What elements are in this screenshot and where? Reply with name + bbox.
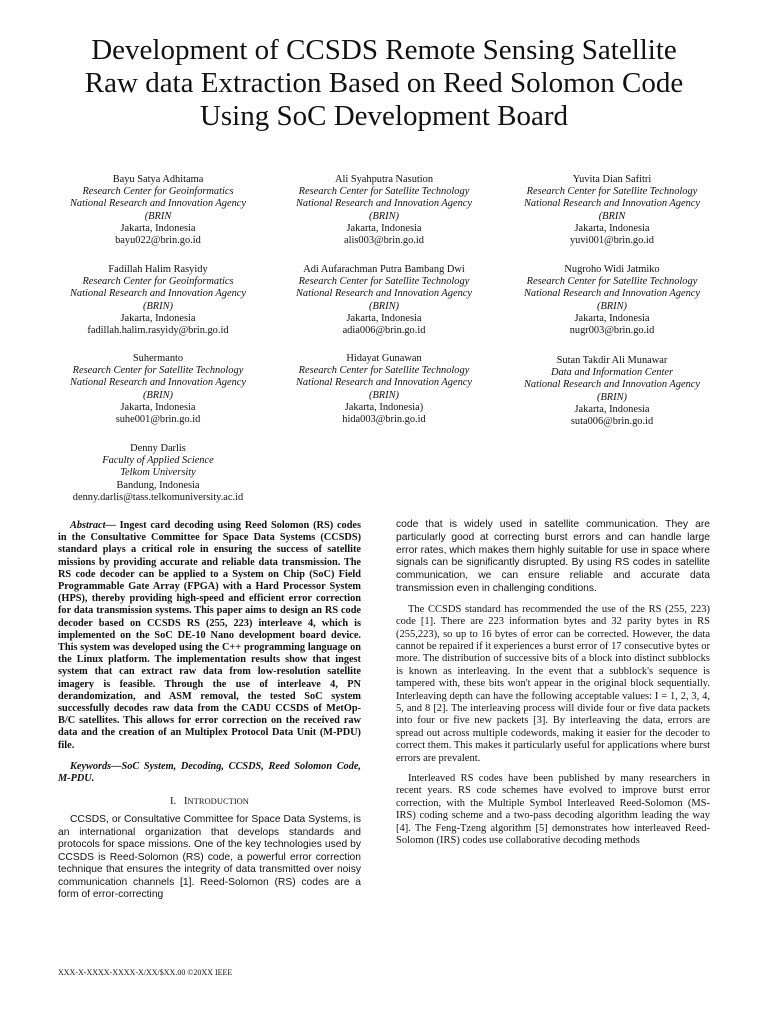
author-block — [492, 355, 732, 428]
author-name: Sutan Takdir Ali Munawar — [556, 355, 668, 366]
author-block — [38, 353, 278, 426]
abstract — [58, 520, 361, 752]
author-organization: National Research and Innovation Agency — [523, 288, 701, 300]
author-name: Adi Aufarachman Putra Bambang Dwi — [303, 264, 465, 275]
author-affiliation: Research Center for Satellite Technology — [298, 365, 470, 377]
author-block — [264, 353, 504, 426]
ccsds-standard-paragraph: The CCSDS standard has recommended the use of the RS (255, 223) code [1]. There are 223 information bytes and 32 parity bytes in RS (255,223), so up to 16 bytes of error can be corrected. However, the data cannot be repaired if it experiences a burst error of 17 consecutive bytes or more. The distribution of successive bits of a block into distinct subblocks is known as interleaving. In the event that a subblock's sequence is tampered with, these bits won't appear in the original block sequentially. Interleaving depth can have the following acceptable values: I = 1, 2, 3, 4, 5, and 8 [2]. The interleaving process will divide four or five data packets into four or five new packets [3]. By interleaving the data, errors are spread out across multiple codewords, making it easier for the decoder to correct them. This makes it particularly useful for applications where burst errors are prevalent. — [396, 603, 710, 764]
author-affiliation: Faculty of Applied Science — [102, 455, 214, 467]
intro-paragraph: CCSDS, or Consultative Committee for Space Data Systems, is an international organization that develops standards and protocols for space missions. One of the key technologies used by CCSDS is Reed-Solomon (RS) code, a powerful error correction technique that ensures the integrity of data transmitted over noisy communication channels [1]. Reed-Solomon (RS) codes are a form of error-correcting — [58, 814, 361, 900]
author-organization: National Research and Innovation Agency — [69, 198, 247, 210]
section-number: I. — [170, 796, 177, 808]
author-organization-abbrev: (BRIN) — [368, 300, 399, 312]
paper-title — [40, 34, 728, 133]
author-location: Jakarta, Indonesia — [120, 312, 196, 324]
author-email: bayu022@brin.go.id — [115, 235, 201, 247]
author-name: Hidayat Gunawan — [346, 353, 422, 364]
author-location: Jakarta, Indonesia — [574, 312, 650, 324]
author-location: Jakarta, Indonesia) — [344, 401, 424, 413]
author-location: Jakarta, Indonesia — [120, 222, 196, 234]
interleaved-rs-paragraph: Interleaved RS codes have been published by many researchers in recent years. RS code schemes have evolved to improve burst error correction, with the Multiple Symbol Interleaved Reed-Solomon (MS-IRS) coding scheme and a two-pass decoding algorithm leading the way [4]. The Feng-Tzeng algorithm [5] demonstrates how interleaved Reed-Solomon (IRS) codes use collaborative decoding methods — [396, 773, 710, 847]
author-block — [492, 264, 732, 337]
author-affiliation: Research Center for Satellite Technology — [526, 186, 698, 198]
author-organization-abbrev: (BRIN) — [142, 389, 173, 401]
author-block — [38, 174, 278, 247]
author-name: Bayu Satya Adhitama — [112, 174, 204, 185]
copyright-footer: XXX-X-XXXX-XXXX-X/XX/$XX.00 ©20XX IEEE — [58, 968, 233, 977]
author-organization: National Research and Innovation Agency — [69, 288, 247, 300]
author-block — [38, 264, 278, 337]
abstract-label: Abstract — [70, 520, 106, 531]
author-name: Nugroho Widi Jatmiko — [564, 264, 660, 275]
section-title-initial: I — [184, 796, 188, 808]
keywords: Keywords—SoC System, Decoding, CCSDS, Reed Solomon Code, M-PDU. — [58, 760, 361, 785]
author-organization: National Research and Innovation Agency — [295, 377, 473, 389]
author-organization-abbrev: (BRIN) — [368, 210, 399, 222]
abstract-text: Ingest card decoding using Reed Solomon (RS) codes in the Consultative Committee for Space Data Systems (CCSDS) standard plays a critical role in ensuring the success of satellite missions by providing accurate and reliable data transmission. The RS code decoder can be applied to a System on Chip (SoC) Field Programmable Gate Array (FPGA) with a Hard Processor System (HPS), thereby providing high-speed and efficient error correction for data transmission systems. This paper aims to design an RS code decoder based on CCSDS RS (255, 223) interleave 4, which is implemented on the SoC DE-10 Nano development board device. This system was developed using the C++ programming language on the Linux platform. The implementation results show that ingest system that can extract raw data from low-resolution satellite imagery is feasible. Through the use of interleave 4, PN derandomization, and ASM removal, the tested SoC system successfully decodes raw data from the CADU CCSDS of MetOp-B/C satellites. This allows for error correction on the received raw data and the creation of an Multiplex Protocol Data Unit (M-PDU) file. — [58, 520, 361, 751]
author-block — [492, 174, 732, 247]
author-location: Jakarta, Indonesia — [346, 222, 422, 234]
title-line-3: Using SoC Development Board — [199, 100, 569, 132]
author-organization: National Research and Innovation Agency — [523, 379, 701, 391]
author-affiliation: Research Center for Satellite Technology — [298, 186, 470, 198]
right-column — [396, 519, 710, 848]
author-organization: National Research and Innovation Agency — [295, 288, 473, 300]
section-heading — [58, 795, 361, 808]
author-affiliation: Research Center for Satellite Technology — [526, 276, 698, 288]
author-organization-abbrev: (BRIN — [598, 210, 626, 222]
author-name: Suhermanto — [132, 353, 184, 364]
author-email: yuvi001@brin.go.id — [569, 235, 655, 247]
author-name: Ali Syahputra Nasution — [334, 174, 434, 185]
author-location: Jakarta, Indonesia — [574, 222, 650, 234]
author-affiliation: Research Center for Satellite Technology — [72, 365, 244, 377]
author-block — [38, 443, 278, 504]
author-location: Jakarta, Indonesia — [346, 312, 422, 324]
author-affiliation: Research Center for Satellite Technology — [298, 276, 470, 288]
author-location: Jakarta, Indonesia — [120, 401, 196, 413]
author-email: alis003@brin.go.id — [344, 235, 424, 247]
left-column — [58, 520, 361, 901]
author-organization-abbrev: (BRIN) — [368, 389, 399, 401]
intro-paragraph-continued: code that is widely used in satellite communication. They are particularly good at correcting burst errors and can handle large error rates, which makes them highly suitable for use in space where signals can be significantly disrupted. By using RS codes in satellite communication, we can ensure reliable and accurate data transmission even in challenging conditions. — [396, 519, 710, 594]
author-name: Denny Darlis — [130, 443, 186, 454]
author-email: suhe001@brin.go.id — [115, 414, 201, 426]
author-block — [264, 264, 504, 337]
author-organization-abbrev: (BRIN) — [596, 391, 627, 403]
author-email: fadillah.halim.rasyidy@brin.go.id — [87, 325, 229, 337]
author-email: adia006@brin.go.id — [342, 325, 426, 337]
title-line-2: Raw data Extraction Based on Reed Solomon Code — [84, 67, 684, 99]
author-location: Bandung, Indonesia — [116, 479, 200, 491]
author-email: nugr003@brin.go.id — [569, 325, 655, 337]
author-affiliation: Data and Information Center — [550, 367, 674, 379]
author-block — [264, 174, 504, 247]
author-organization: National Research and Innovation Agency — [523, 198, 701, 210]
author-organization: National Research and Innovation Agency — [295, 198, 473, 210]
author-organization: National Research and Innovation Agency — [69, 377, 247, 389]
author-name: Fadillah Halim Rasyidy — [108, 264, 208, 275]
author-organization-abbrev: (BRIN) — [142, 300, 173, 312]
author-organization-abbrev: (BRIN) — [596, 300, 627, 312]
author-location: Jakarta, Indonesia — [574, 403, 650, 415]
author-name: Yuvita Dian Safitri — [572, 174, 652, 185]
author-email: suta006@brin.go.id — [570, 416, 654, 428]
author-organization: Telkom University — [120, 467, 196, 479]
author-affiliation: Research Center for Geoinformatics — [82, 276, 234, 288]
abstract-dash: — — [105, 520, 120, 531]
author-organization-abbrev: (BRIN — [144, 210, 172, 222]
title-line-1: Development of CCSDS Remote Sensing Satellite — [91, 34, 677, 66]
author-email: denny.darlis@tass.telkomuniversity.ac.id — [72, 491, 244, 503]
author-affiliation: Research Center for Geoinformatics — [82, 186, 234, 198]
section-title-rest: NTRODUCTION — [187, 796, 249, 807]
author-email: hida003@brin.go.id — [342, 414, 426, 426]
